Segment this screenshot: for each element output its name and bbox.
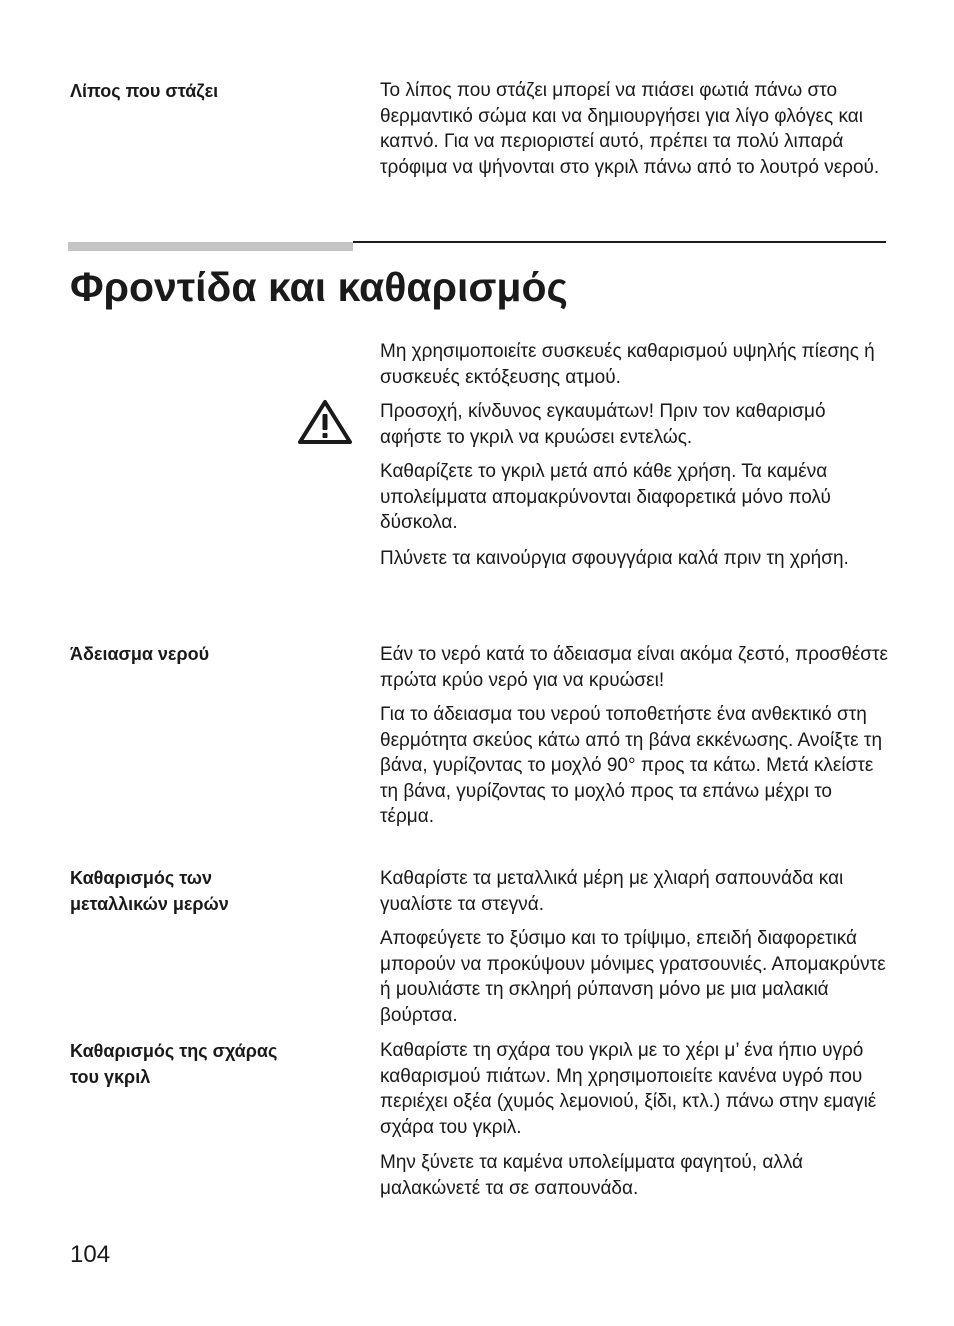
metal-heading-line-2: μεταλλικών μερών — [70, 894, 229, 914]
metal-heading — [70, 865, 330, 917]
metal-paragraph-1: Καθαρίστε τα μεταλλικά μέρη με χλιαρή σαπουνάδα και γυαλίστε τα στεγνά. — [380, 868, 844, 915]
metal-paragraph-2: Αποφεύγετε το ξύσιμο και το τρίψιμο, επειδή διαφορετικά μπορούν να προκύψουν μόνιμες γρατσουνιές. Απομακρύντε ή μουλιάστε τη σκληρή ρύπανση μόνο με μια μαλακιά βούρτσα. — [380, 928, 886, 1026]
grate-paragraph-2: Μην ξύνετε τα καμένα υπολείμματα φαγητού, αλλά μαλακώνετέ τα σε σαπουνάδα. — [380, 1152, 804, 1199]
section-title: Φροντίδα και καθαρισμός — [70, 264, 568, 310]
grate-heading — [70, 1038, 330, 1090]
water-paragraph-1: Εάν το νερό κατά το άδειασμα είναι ακόμα ζεστό, προσθέστε πρώτα κρύο νερό για να κρυώσει! — [380, 644, 889, 691]
grate-heading-line-1: Καθαρισμός της σχάρας — [70, 1041, 278, 1061]
section-rule-black — [353, 241, 886, 243]
general-paragraph-3: Καθαρίζετε το γκριλ μετά από κάθε χρήση. Τα καμένα υπολείμματα απομακρύνονται διαφορετικά μόνο πολύ δύσκολα. — [380, 461, 831, 534]
intro-heading: Λίπος που στάζει — [70, 81, 219, 101]
warning-triangle-icon — [296, 398, 354, 446]
section-rule-gray — [68, 242, 353, 251]
general-paragraph-1: Μη χρησιμοποιείτε συσκευές καθαρισμού υψηλής πίεσης ή συσκευές εκτόξευσης ατμού. — [380, 341, 875, 388]
general-paragraph-2: Προσοχή, κίνδυνος εγκαυμάτων! Πριν τον καθαρισμό αφήστε το γκριλ να κρυώσει εντελώς. — [380, 401, 826, 448]
general-paragraph-4: Πλύνετε τα καινούργια σφουγγάρια καλά πριν τη χρήση. — [380, 548, 849, 569]
water-heading: Άδειασμα νερού — [70, 644, 210, 664]
grate-heading-line-2: του γκριλ — [70, 1067, 151, 1087]
water-paragraph-2: Για το άδειασμα του νερού τοποθετήστε ένα ανθεκτικό στη θερμότητα σκεύος κάτω από τη βάνα εκκένωσης. Ανοίξτε τη βάνα, γυρίζοντας το μοχλό 90° προς τα κάτω. Μετά κλείστε τη βάνα, γυρίζοντας το μοχλό προς τα επάνω μέχρι το τέρμα. — [380, 704, 883, 828]
page-number: 104 — [70, 1241, 111, 1268]
metal-heading-line-1: Καθαρισμός των — [70, 868, 213, 888]
intro-paragraph: Το λίπος που στάζει μπορεί να πιάσει φωτιά πάνω στο θερμαντικό σώμα και να δημιουργήσει για λίγο φλόγες και καπνό. Για να περιοριστεί αυτό, πρέπει τα πολύ λιπαρά τρόφιμα να ψήνονται στο γκριλ πάνω από το λουτρό νερού. — [380, 80, 880, 178]
grate-paragraph-1: Καθαρίστε τη σχάρα του γκριλ με το χέρι μ’ ένα ήπιο υγρό καθαρισμού πιάτων. Μη χρησιμοποιείτε κανένα υγρό που περιέχει οξέα (χυμός λεμονιού, ξίδι, κτλ.) πάνω στην εμαγιέ σχάρα του γκριλ. — [380, 1040, 877, 1138]
